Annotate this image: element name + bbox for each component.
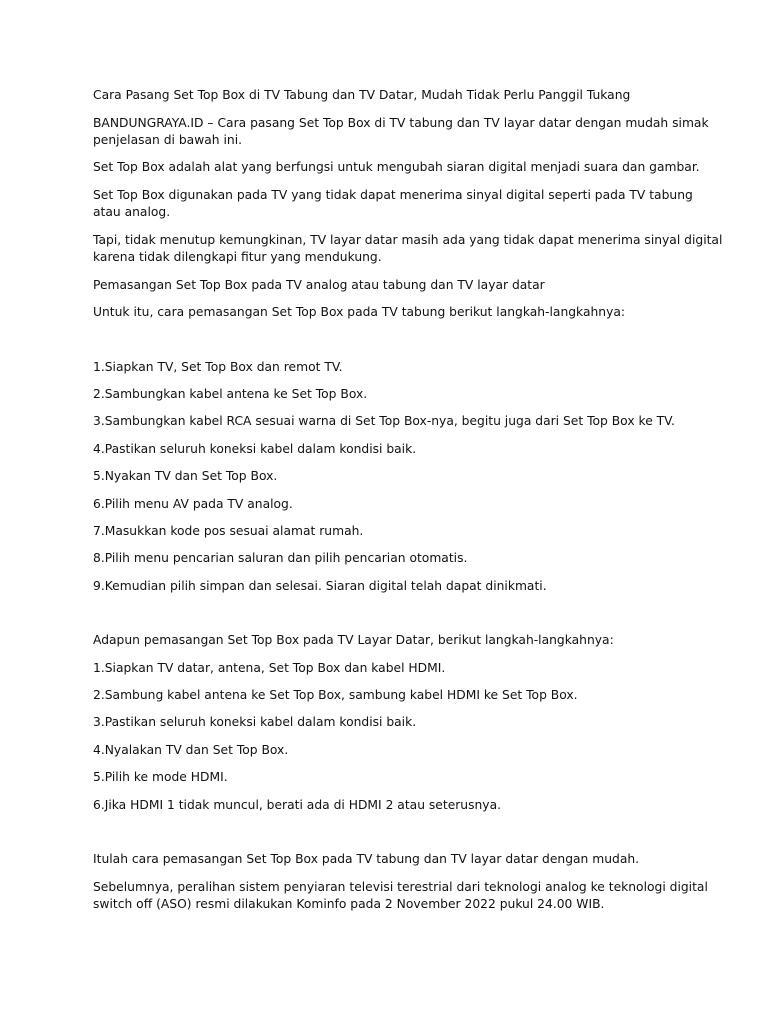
analog-step: 8.Pilih menu pencarian saluran dan pilih pencarian otomatis. [93, 551, 468, 565]
document-title: Cara Pasang Set Top Box di TV Tabung dan TV Datar, Mudah Tidak Perlu Panggil Tukang [93, 88, 631, 102]
flat-step: 3.Pastikan seluruh koneksi kabel dalam kondisi baik. [93, 715, 417, 729]
analog-step: 4.Pastikan seluruh koneksi kabel dalam kondisi baik. [93, 442, 417, 456]
analog-step: 7.Masukkan kode pos sesuai alamat rumah. [93, 524, 364, 538]
closing-paragraph: Itulah cara pemasangan Set Top Box pada TV tabung dan TV layar datar dengan mudah. [93, 852, 640, 866]
analog-step: 3.Sambungkan kabel RCA sesuai warna di Set Top Box-nya, begitu juga dari Set Top Box ke TV. [93, 414, 675, 428]
flat-step: 2.Sambung kabel antena ke Set Top Box, sambung kabel HDMI ke Set Top Box. [93, 688, 578, 702]
analog-step: 6.Pilih menu AV pada TV analog. [93, 497, 293, 511]
aso-paragraph-line-2: switch off (ASO) resmi dilakukan Kominfo pada 2 November 2022 pukul 24.00 WIB. [93, 897, 605, 911]
usage-paragraph-line-2: atau analog. [93, 205, 171, 219]
analog-step: 9.Kemudian pilih simpan dan selesai. Siaran digital telah dapat dinikmati. [93, 579, 547, 593]
flat-step: 4.Nyalakan TV dan Set Top Box. [93, 743, 289, 757]
flat-step: 1.Siapkan TV datar, antena, Set Top Box dan kabel HDMI. [93, 661, 446, 675]
definition-paragraph: Set Top Box adalah alat yang berfungsi untuk mengubah siaran digital menjadi suara dan gambar. [93, 160, 700, 174]
intro-paragraph-line-2: penjelasan di bawah ini. [93, 133, 243, 147]
analog-step: 1.Siapkan TV, Set Top Box dan remot TV. [93, 360, 343, 374]
subheading: Pemasangan Set Top Box pada TV analog atau tabung dan TV layar datar [93, 278, 545, 292]
note-paragraph-line-1: Tapi, tidak menutup kemungkinan, TV layar datar masih ada yang tidak dapat menerima sinyal digital [93, 233, 723, 247]
flat-intro: Adapun pemasangan Set Top Box pada TV Layar Datar, berikut langkah-langkahnya: [93, 633, 614, 647]
usage-paragraph-line-1: Set Top Box digunakan pada TV yang tidak dapat menerima sinyal digital seperti pada TV tabung [93, 188, 693, 202]
intro-paragraph-line-1: BANDUNGRAYA.ID – Cara pasang Set Top Box di TV tabung dan TV layar datar dengan mudah simak [93, 116, 709, 130]
note-paragraph-line-2: karena tidak dilengkapi fitur yang mendukung. [93, 250, 382, 264]
aso-paragraph-line-1: Sebelumnya, peralihan sistem penyiaran televisi terestrial dari teknologi analog ke teknologi digital [93, 880, 708, 894]
analog-step: 5.Nyakan TV dan Set Top Box. [93, 469, 278, 483]
analog-intro: Untuk itu, cara pemasangan Set Top Box pada TV tabung berikut langkah-langkahnya: [93, 305, 626, 319]
flat-step: 5.Pilih ke mode HDMI. [93, 770, 228, 784]
analog-step: 2.Sambungkan kabel antena ke Set Top Box. [93, 387, 368, 401]
flat-step: 6.Jika HDMI 1 tidak muncul, berati ada di HDMI 2 atau seterusnya. [93, 798, 502, 812]
